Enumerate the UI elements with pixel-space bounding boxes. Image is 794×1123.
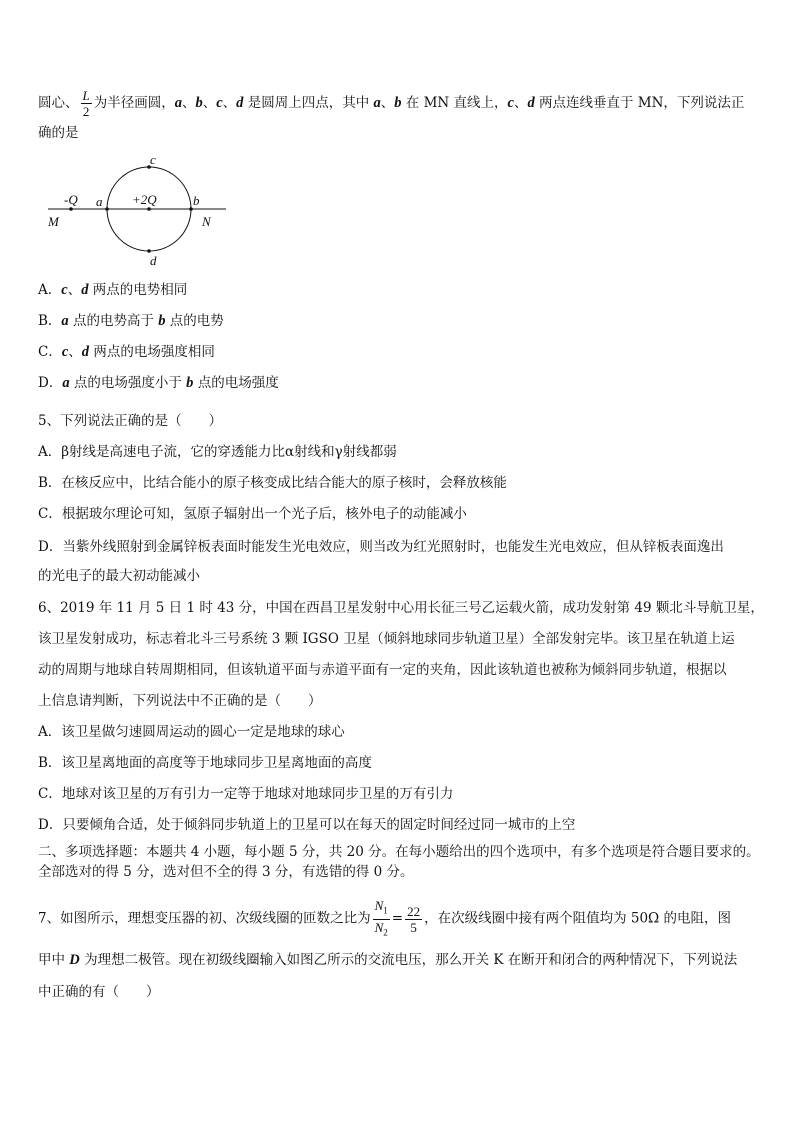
q7-stem-line3: 中正确的有（ ） bbox=[38, 984, 160, 1000]
label-N: N bbox=[202, 214, 211, 229]
q4-option-b: B．a 点的电势高于 b 点的电势 bbox=[38, 313, 224, 329]
q6-stem-line3: 动的周期与地球自转周期相同，但该轨道平面与赤道平面有一定的夹角，因此该轨道也被称为倾斜同步轨道，根据以 bbox=[38, 662, 727, 678]
q6-option-a: A．该卫星做匀速圆周运动的圆心一定是地球的球心 bbox=[38, 724, 345, 740]
fraction-22-over-5: $\frac{22}{5}$ bbox=[407, 903, 421, 935]
q5-option-d-line1: D．当紫外线照射到金属锌板表面时能发生光电效应，则当改为红光照射时，也能发生光电效应，但从锌板表面逸出 bbox=[38, 539, 724, 555]
label-M: M bbox=[48, 214, 59, 229]
label-pos-2Q: +2Q bbox=[132, 192, 157, 207]
q5-stem: 5、下列说法正确的是（ ） bbox=[38, 413, 223, 429]
point-center bbox=[147, 207, 151, 211]
label-b: b bbox=[193, 193, 200, 208]
fraction-L-over-2: $\frac{L}{2}$ bbox=[82, 88, 90, 119]
q6-stem-line2: 该卫星发射成功，标志着北斗三号系统 3 颗 IGSO 卫星（倾斜地球同步轨道卫星）全部发射完毕。该卫星在轨道上运 bbox=[38, 631, 735, 647]
q5-option-a: A．β射线是高速电子流，它的穿透能力比α射线和γ射线都弱 bbox=[38, 444, 397, 460]
section2-instructions-line1: 二、多项选择题：本题共 4 小题，每小题 5 分，共 20 分。在每小题给出的四个选项中，有多个选项是符合题目要求的。 bbox=[38, 844, 760, 860]
q4-stem-line1: 圆心、 $\frac{L}{2}$ 为半径画圆，a、b、c、d 是圆周上四点，其中 a、b 在 MN 直线上，c、d 两点连线垂直于 MN，下列说法正 bbox=[38, 88, 745, 119]
label-a: a bbox=[96, 194, 103, 209]
q7-stem-line2: 甲中 D 为理想二极管。现在初级线圈输入如图乙所示的交流电压，那么开关 K 在断开和闭合的两种情况下，下列说法 bbox=[38, 952, 738, 968]
q6-option-c: C．地球对该卫星的万有引力一定等于地球对地球同步卫星的万有引力 bbox=[38, 786, 454, 802]
q4-option-c: C．c、d 两点的电场强度相同 bbox=[38, 344, 215, 360]
charge-circle-figure bbox=[40, 152, 230, 270]
point-a bbox=[105, 207, 109, 211]
label-d: d bbox=[150, 253, 157, 268]
q5-option-c: C．根据玻尔理论可知，氢原子辐射出一个光子后，核外电子的动能减小 bbox=[38, 506, 467, 522]
q6-option-b: B．该卫星离地面的高度等于地球同步卫星离地面的高度 bbox=[38, 755, 372, 771]
label-neg-Q: -Q bbox=[64, 192, 78, 207]
q6-stem-line4: 上信息请判断，下列说法中不正确的是（ ） bbox=[38, 693, 322, 709]
q6-stem-line1: 6、2019 年 11 月 5 日 1 时 43 分，中国在西昌卫星发射中心用长征三号乙运载火箭，成功发射第 49 颗北斗导航卫星， bbox=[38, 600, 764, 616]
point-neg-Q bbox=[69, 207, 73, 211]
q5-option-d-line2: 的光电子的最大初动能减小 bbox=[38, 568, 200, 584]
q7-stem-line1: 7、如图所示，理想变压器的初、次级线圈的匝数之比为 $\frac{N_1}{N_2}$ = $\frac{22}{5}$ ，在次级线圈中接有两个阻值均为 50Ω 的电阻，图 bbox=[38, 898, 731, 940]
fraction-N1-over-N2: $\frac{N_1}{N_2}$ bbox=[374, 898, 388, 938]
q6-option-d: D．只要倾角合适，处于倾斜同步轨道上的卫星可以在每天的固定时间经过同一城市的上空 bbox=[38, 817, 576, 833]
q5-option-b: B．在核反应中，比结合能小的原子核变成比结合能大的原子核时，会释放核能 bbox=[38, 475, 507, 491]
section2-instructions-line2: 全部选对的得 5 分，选对但不全的得 3 分，有选错的得 0 分。 bbox=[38, 864, 414, 880]
label-c: c bbox=[150, 152, 156, 167]
q4-stem-line2: 确的是 bbox=[38, 125, 79, 141]
q4-option-d: D．a 点的电场强度小于 b 点的电场强度 bbox=[38, 375, 279, 391]
q4-option-a: A．c、d 两点的电势相同 bbox=[38, 282, 188, 298]
